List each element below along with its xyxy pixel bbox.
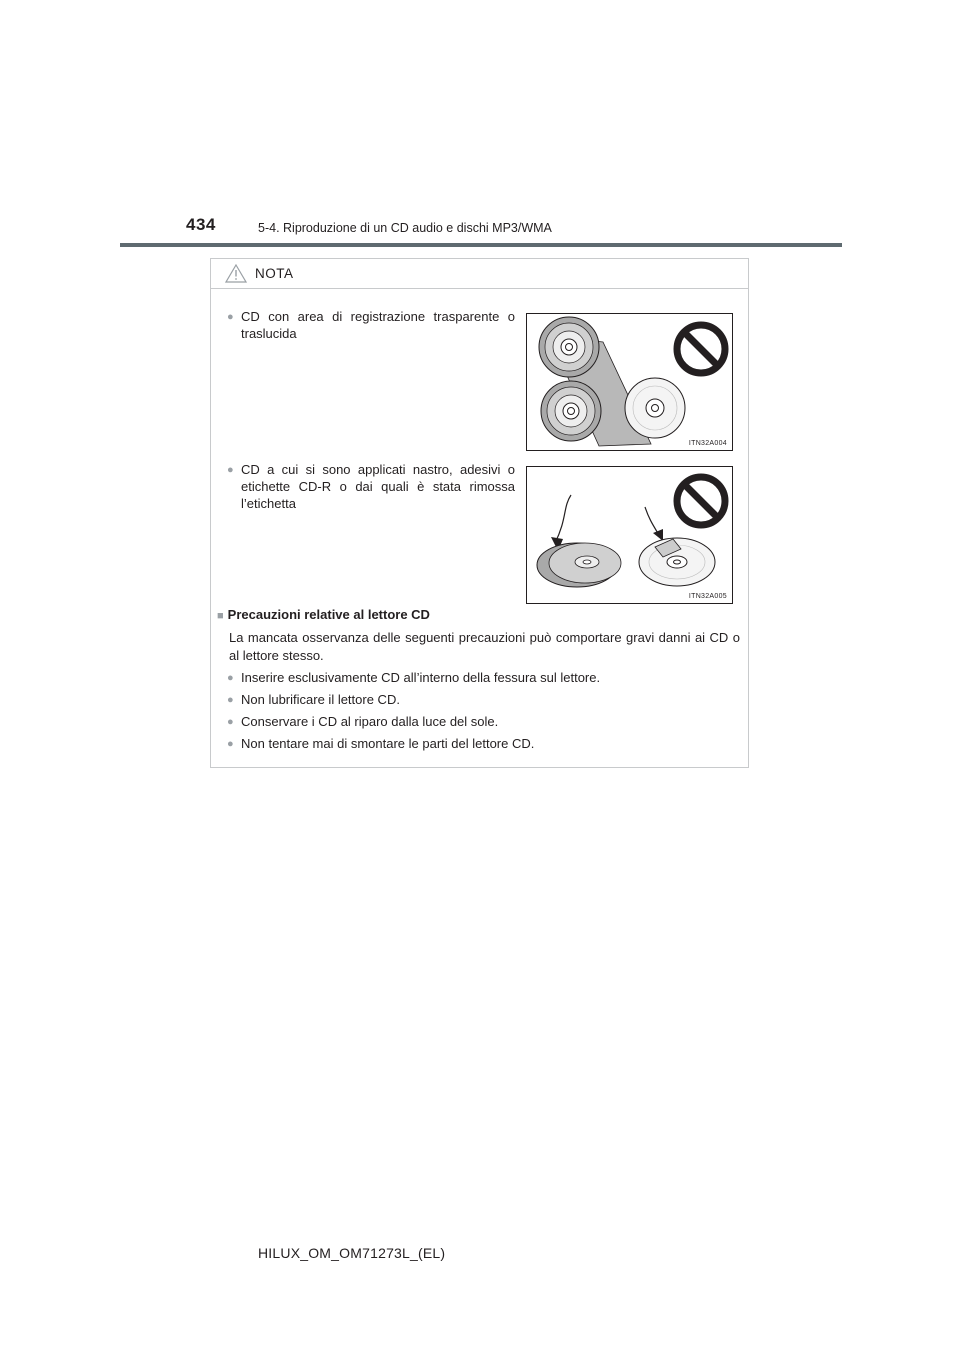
bullet-icon: ● bbox=[227, 716, 234, 728]
list-item-text: Conservare i CD al riparo dalla luce del sole. bbox=[241, 714, 499, 729]
cd-disc-icon bbox=[527, 314, 732, 450]
list-item bbox=[227, 735, 737, 752]
list-item-text: Inserire esclusivamente CD all’interno della fessura sul lettore. bbox=[241, 670, 601, 685]
header-rule bbox=[120, 243, 842, 247]
square-bullet-icon: ■ bbox=[217, 610, 224, 622]
curved-arrow-icon bbox=[555, 495, 571, 543]
section-title: 5-4. Riproduzione di un CD audio e dischi MP3/WMA bbox=[258, 221, 552, 235]
note-box bbox=[210, 258, 749, 768]
precautions-paragraph: La mancata osservanza delle seguenti precauzioni può comportare gravi danni ai CD o al lettore stesso. bbox=[229, 630, 740, 663]
note-item-transparent-cd bbox=[227, 308, 515, 342]
list-item-text: Non lubrificare il lettore CD. bbox=[241, 692, 400, 707]
cd-disc-icon bbox=[527, 467, 732, 603]
prohibition-icon bbox=[677, 325, 725, 373]
warning-triangle-icon bbox=[225, 264, 247, 283]
note-label: NOTA bbox=[255, 266, 294, 281]
list-item-text: Non tentare mai di smontare le parti del lettore CD. bbox=[241, 736, 535, 751]
precautions-heading bbox=[217, 607, 430, 622]
note-header bbox=[211, 259, 748, 289]
note-item-labeled-cd bbox=[227, 461, 515, 512]
bullet-icon: ● bbox=[227, 738, 234, 750]
figure-code: ITN32A004 bbox=[688, 440, 727, 447]
bullet-icon: ● bbox=[227, 672, 234, 684]
figure-code: ITN32A005 bbox=[688, 593, 727, 600]
figure-labeled-cd bbox=[526, 466, 733, 604]
bullet-icon: ● bbox=[227, 694, 234, 706]
list-item bbox=[227, 669, 737, 686]
precautions-heading-text: Precauzioni relative al lettore CD bbox=[227, 607, 430, 622]
figure-transparent-cd bbox=[526, 313, 733, 451]
note-item-text: CD con area di registrazione trasparente o traslucida bbox=[241, 309, 515, 341]
list-item bbox=[227, 691, 737, 708]
bullet-icon: ● bbox=[227, 311, 234, 323]
prohibition-icon bbox=[677, 477, 725, 525]
page-number: 434 bbox=[186, 215, 216, 234]
note-item-text: CD a cui si sono applicati nastro, adesivi o etichette CD-R o dai quali è stata rimossa l’etichetta bbox=[241, 462, 515, 511]
footer-doc-code: HILUX_OM_OM71273L_(EL) bbox=[258, 1245, 446, 1261]
bullet-icon: ● bbox=[227, 464, 234, 476]
list-item bbox=[227, 713, 737, 730]
